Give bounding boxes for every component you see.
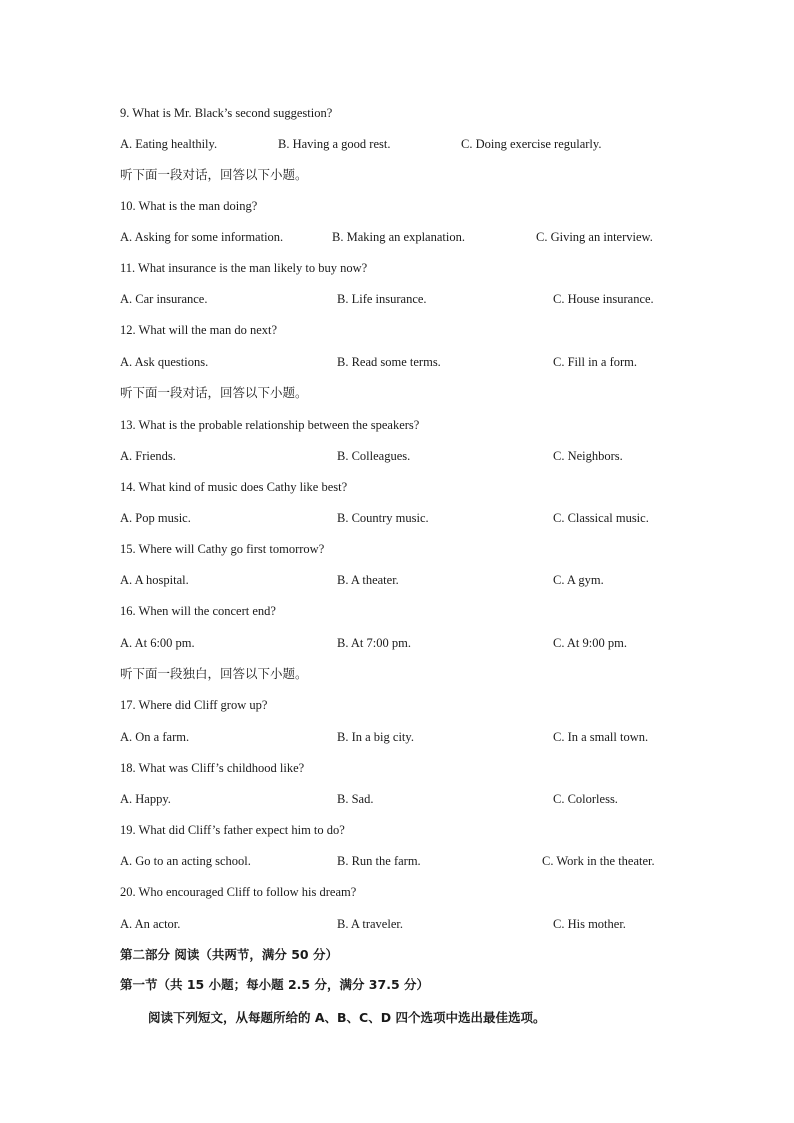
answer-option: A. On a farm. bbox=[120, 730, 190, 744]
answer-option: A. A hospital. bbox=[120, 573, 189, 587]
answer-option: B. Read some terms. bbox=[337, 355, 441, 369]
question-text: 15. Where will Cathy go first tomorrow? bbox=[120, 542, 325, 556]
answer-option: C. Work in the theater. bbox=[542, 854, 655, 868]
answer-option: B. Making an explanation. bbox=[332, 230, 465, 244]
answer-option: A. Happy. bbox=[120, 792, 171, 806]
answer-option: B. Colleagues. bbox=[337, 449, 411, 463]
reading-instruction: 阅读下列短文，从每题所给的 A、B、C、D 四个选项中选出最佳选项。 bbox=[148, 1010, 546, 1025]
answer-option: B. Life insurance. bbox=[337, 292, 427, 306]
answer-option: A. Friends. bbox=[120, 449, 176, 463]
question-text: 17. Where did Cliff grow up? bbox=[120, 698, 268, 712]
question-text: 16. When will the concert end? bbox=[120, 604, 276, 618]
answer-option: B. A traveler. bbox=[337, 917, 403, 931]
answer-option: B. Country music. bbox=[337, 511, 429, 525]
listening-instruction: 听下面一段独白，回答以下小题。 bbox=[120, 666, 308, 681]
answer-option: C. In a small town. bbox=[553, 730, 649, 744]
listening-instruction: 听下面一段对话，回答以下小题。 bbox=[120, 167, 308, 182]
answer-option: B. Having a good rest. bbox=[278, 137, 391, 151]
question-text: 13. What is the probable relationship between the speakers? bbox=[120, 418, 420, 432]
answer-option: C. Doing exercise regularly. bbox=[461, 137, 602, 151]
answer-option: A. Car insurance. bbox=[120, 292, 208, 306]
answer-option: A. At 6:00 pm. bbox=[120, 636, 195, 650]
answer-option: C. At 9:00 pm. bbox=[553, 636, 627, 650]
answer-option: A. Ask questions. bbox=[120, 355, 209, 369]
answer-option: C. Fill in a form. bbox=[553, 355, 638, 369]
answer-option: C. Classical music. bbox=[553, 511, 649, 525]
question-text: 10. What is the man doing? bbox=[120, 199, 258, 213]
answer-option: B. In a big city. bbox=[337, 730, 414, 744]
answer-option: B. Run the farm. bbox=[337, 854, 421, 868]
answer-option: A. Go to an acting school. bbox=[120, 854, 251, 868]
answer-option: B. At 7:00 pm. bbox=[337, 636, 411, 650]
answer-option: B. A theater. bbox=[337, 573, 399, 587]
question-text: 11. What insurance is the man likely to buy now? bbox=[120, 261, 368, 275]
answer-option: C. A gym. bbox=[553, 573, 604, 587]
question-text: 19. What did Cliff’s father expect him to do? bbox=[120, 823, 345, 837]
answer-option: C. Giving an interview. bbox=[536, 230, 653, 244]
question-text: 12. What will the man do next? bbox=[120, 323, 278, 337]
answer-option: A. Pop music. bbox=[120, 511, 191, 525]
answer-option: C. His mother. bbox=[553, 917, 626, 931]
answer-option: C. Colorless. bbox=[553, 792, 618, 806]
section-heading: 第一节（共 15 小题；每小题 2.5 分，满分 37.5 分） bbox=[120, 977, 429, 992]
listening-instruction: 听下面一段对话，回答以下小题。 bbox=[120, 385, 308, 400]
answer-option: A. Eating healthily. bbox=[120, 137, 218, 151]
answer-option: C. House insurance. bbox=[553, 292, 654, 306]
question-text: 18. What was Cliff’s childhood like? bbox=[120, 761, 305, 775]
answer-option: B. Sad. bbox=[337, 792, 374, 806]
question-text: 14. What kind of music does Cathy like best? bbox=[120, 480, 348, 494]
question-text: 9. What is Mr. Black’s second suggestion? bbox=[120, 106, 333, 120]
answer-option: A. Asking for some information. bbox=[120, 230, 284, 244]
answer-option: C. Neighbors. bbox=[553, 449, 623, 463]
answer-option: A. An actor. bbox=[120, 917, 181, 931]
section-heading: 第二部分 阅读（共两节，满分 50 分） bbox=[120, 947, 338, 962]
question-text: 20. Who encouraged Cliff to follow his dream? bbox=[120, 885, 357, 899]
